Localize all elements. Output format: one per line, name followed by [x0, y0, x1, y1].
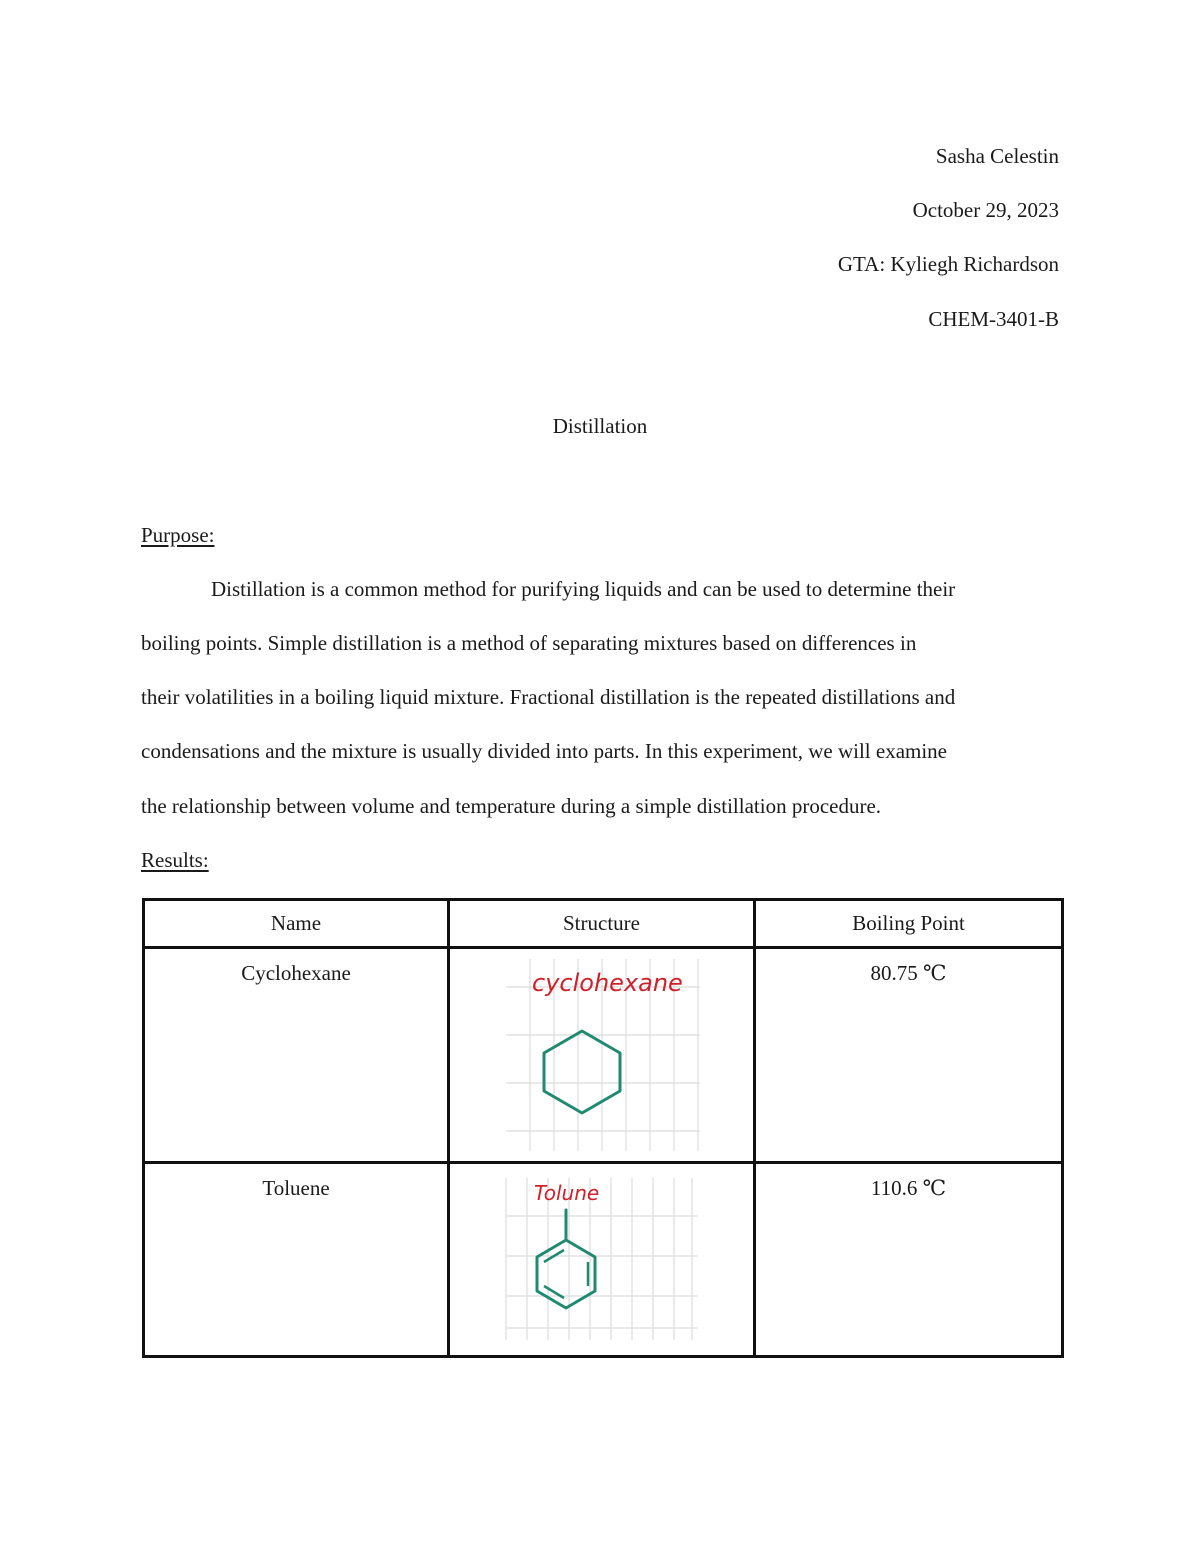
structure-handwritten-label: Tolune	[533, 1181, 599, 1205]
purpose-line-5: the relationship between volume and temperature during a simple distillation procedure.	[141, 794, 882, 818]
boiling-point-value: 80.75 ℃	[870, 961, 947, 985]
column-header-boiling-point: Boiling Point	[755, 900, 1063, 948]
purpose-line-1: Distillation is a common method for purifying liquids and can be used to determine their	[211, 577, 956, 601]
structure-cell	[449, 1163, 755, 1357]
structure-handwritten-label: cyclohexane	[531, 969, 683, 997]
compound-name: Toluene	[262, 1176, 330, 1200]
author-name: Sasha Celestin	[935, 144, 1059, 168]
purpose-line-4: condensations and the mixture is usually divided into parts. In this experiment, we will examine	[141, 739, 947, 763]
document-title: Distillation	[552, 414, 648, 438]
name-cell	[144, 948, 449, 1163]
boiling-point-cell	[755, 1163, 1063, 1357]
boiling-point-cell	[755, 948, 1063, 1163]
table-header-row	[144, 900, 1063, 948]
report-date: October 29, 2023	[912, 198, 1059, 222]
compound-name: Cyclohexane	[241, 961, 351, 985]
name-cell	[144, 1163, 449, 1357]
column-header-name: Name	[144, 900, 449, 948]
toluene-structure-drawing	[502, 1176, 702, 1346]
boiling-point-value: 110.6 ℃	[870, 1176, 947, 1200]
purpose-heading: Purpose:	[141, 523, 215, 547]
course-code: CHEM-3401-B	[928, 307, 1059, 331]
table-row	[144, 948, 1063, 1163]
results-table	[142, 898, 1064, 1358]
structure-cell	[449, 948, 755, 1163]
purpose-line-2: boiling points. Simple distillation is a method of separating mixtures based on differences in	[141, 631, 917, 655]
column-header-structure: Structure	[449, 900, 755, 948]
purpose-line-3: their volatilities in a boiling liquid mixture. Fractional distillation is the repeated distillations and	[141, 685, 956, 709]
table-row	[144, 1163, 1063, 1357]
gta-name: GTA: Kyliegh Richardson	[837, 252, 1059, 276]
cyclohexane-structure-drawing	[502, 959, 702, 1159]
results-heading: Results:	[141, 848, 209, 872]
